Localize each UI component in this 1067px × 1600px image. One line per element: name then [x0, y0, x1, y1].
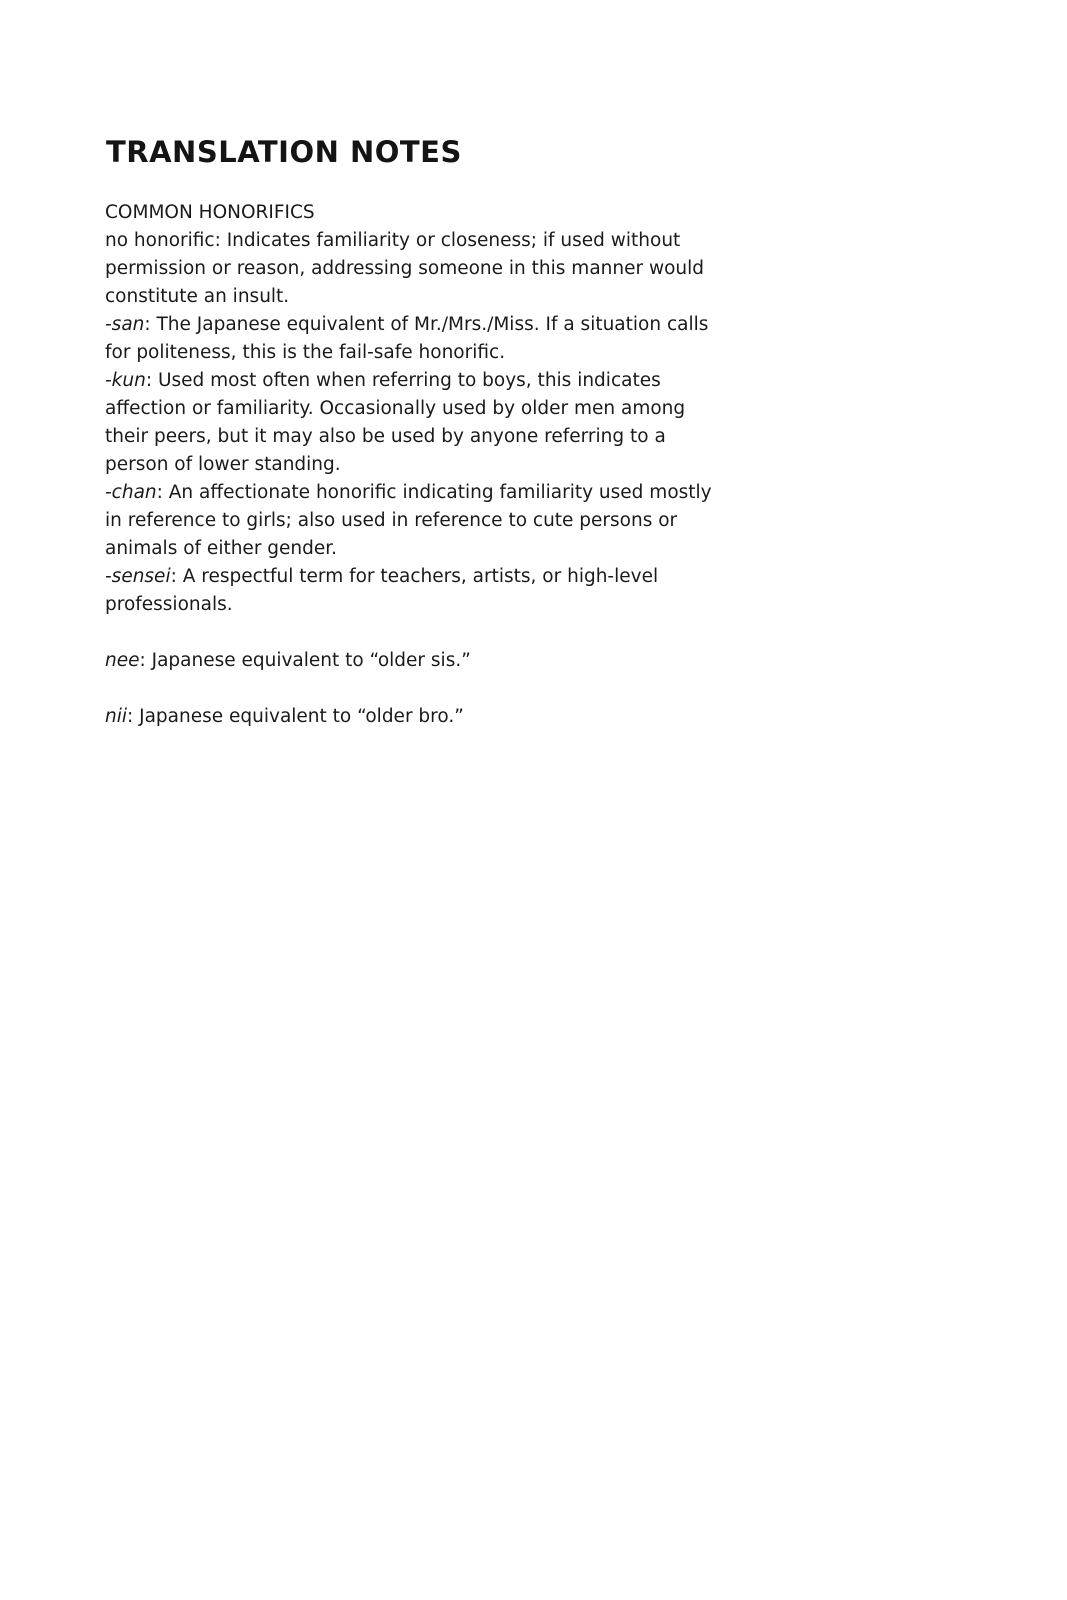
entry-term: -chan	[105, 482, 157, 503]
entry-definition: : An affectionate honorific indicating familiarity used mostly in reference to girls; also used in reference to cute persons or animals of either gender.	[105, 482, 712, 559]
entry-term: -kun	[105, 370, 146, 391]
section-heading: COMMON HONORIFICS	[105, 202, 315, 223]
honorific-entry	[105, 367, 725, 479]
entry-term: nee	[105, 650, 140, 671]
note-entry	[105, 647, 725, 675]
entry-definition: : Japanese equivalent to “older bro.”	[127, 706, 464, 727]
paragraph-gap	[105, 675, 725, 703]
entry-term: -san	[105, 314, 145, 335]
honorific-entry	[105, 563, 725, 619]
notes-body	[105, 199, 725, 731]
entry-definition: : A respectful term for teachers, artists, or high-level professionals.	[105, 566, 659, 615]
entry-definition: : Japanese equivalent to “older sis.”	[139, 650, 471, 671]
honorific-entry	[105, 227, 725, 311]
entry-definition: : The Japanese equivalent of Mr./Mrs./Miss. If a situation calls for politeness, this is the fail-safe honorific.	[105, 314, 709, 363]
honorific-entry	[105, 311, 725, 367]
page-title: TRANSLATION NOTES	[106, 135, 462, 169]
entry-definition: : Indicates familiarity or closeness; if used without permission or reason, addressing someone in this manner would constitute an insult.	[105, 230, 705, 307]
note-entry	[105, 703, 725, 731]
entry-term: -sensei	[105, 566, 171, 587]
honorific-entry	[105, 479, 725, 563]
entry-lead: no honorific	[105, 230, 215, 251]
paragraph-gap	[105, 619, 725, 647]
entry-term: nii	[105, 706, 128, 727]
entry-definition: : Used most often when referring to boys, this indicates affection or familiarity. Occasionally used by older men among their peers, but it may also be used by anyone referring to a person of lower standing.	[105, 370, 686, 475]
